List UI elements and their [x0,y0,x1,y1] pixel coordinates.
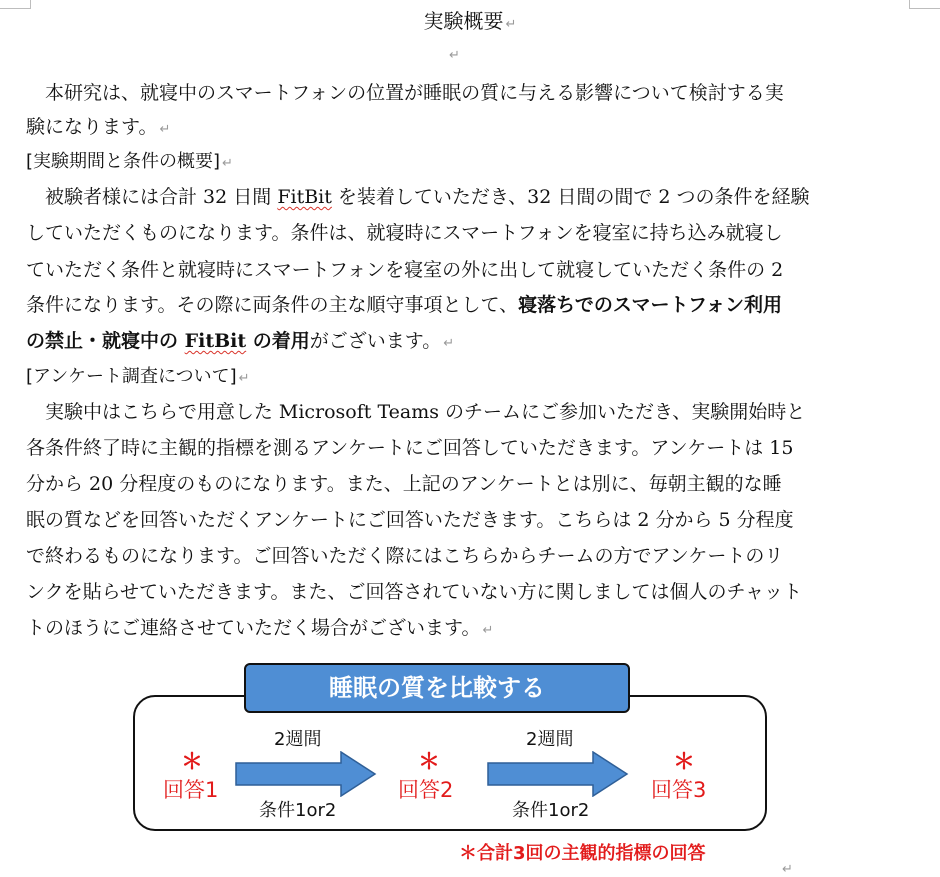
paragraph-mark-icon: ↵ [443,336,455,351]
answer-label-1: 回答1 [163,778,219,802]
total-answers-note: ＊合計3回の主観的指標の回答 [459,843,706,864]
paragraph-mark-icon: ↵ [159,122,171,137]
asterisk-marker: ＊ [181,750,204,775]
bold-text: 寝落ちでのスマートフォン利用 [518,294,783,316]
document-title: 実験概要 ↵ [423,9,517,33]
condition-label: 条件1or2 [512,800,590,821]
right-arrow-icon [487,751,629,797]
condition-label: 条件1or2 [259,800,337,821]
asterisk-marker: ＊ [673,750,696,775]
spellcheck-word: FitBit [277,186,332,208]
answer-label-2: 回答2 [398,778,454,802]
paragraph-mark-icon: ↵ [449,48,460,63]
body-line: 分から 20 分程度のものになります。また、上記のアンケートとは別に、毎朝主観的な睡 [26,473,782,495]
body-line: ていただく条件と就寝時にスマートフォンを寝室の外に出して就寝していただく条件の 2 [26,259,784,281]
paragraph-mark-icon: ↵ [782,862,793,877]
body-line: トのほうにご連絡させていただく場合がございます。 ↵ [26,617,494,639]
empty-paragraph [447,44,460,63]
diagram-frame [133,695,767,831]
intro-line: 験になります。 ↵ [26,116,171,138]
duration-label: 2週間 [526,729,574,750]
end-paragraph-mark [780,858,793,877]
body-line: 条件になります。その際に両条件の主な順守事項として、寝落ちでのスマートフォン利用 [26,294,783,316]
duration-label: 2週間 [274,729,322,750]
body-line: 各条件終了時に主観的指標を測るアンケートにご回答していただきます。アンケートは 15 [26,437,794,459]
body-line: していただくものになります。条件は、就寝時にスマートフォンを寝室に持ち込み就寝し [26,222,783,244]
bold-text: の着用 [246,330,310,352]
bold-text: の禁止・就寝中の [26,330,185,352]
asterisk-marker: ＊ [418,750,441,775]
answer-label-3: 回答3 [651,778,707,802]
paragraph-mark-icon: ↵ [238,371,250,386]
body-line: の禁止・就寝中の FitBit の着用がございます。 ↵ [26,330,455,352]
intro-line: 本研究は、就寝中のスマートフォンの位置が睡眠の質に与える影響について検討する実 [45,82,784,104]
spellcheck-word: FitBit [184,330,247,352]
body-line: 被験者様には合計 32 日間 FitBit を装着していただき、32 日間の間で 2 つの条件を経験 [45,186,810,208]
body-line: で終わるものになります。ご回答いただく際にはこちらからチームの方でアンケートのリ [26,545,784,567]
body-line: 実験中はこちらで用意した Microsoft Teams のチームにご参加いただき、実験開始時と [45,401,806,423]
section-heading-period: [実験期間と条件の概要] ↵ [26,151,233,172]
paragraph-mark-icon: ↵ [505,17,517,32]
paragraph-mark-icon: ↵ [222,156,233,171]
paragraph-mark-icon: ↵ [482,623,494,638]
body-line: ンクを貼らせていただきます。また、ご回答されていない方に関しましては個人のチャット [26,581,802,603]
right-arrow-icon [235,751,377,797]
diagram-banner: 睡眠の質を比較する [244,663,630,713]
body-line: 眠の質などを回答いただくアンケートにご回答いただきます。こちらは 2 分から 5 分程度 [26,509,794,531]
section-heading-survey: [アンケート調査について] ↵ [26,366,250,387]
comparison-diagram [133,663,773,868]
